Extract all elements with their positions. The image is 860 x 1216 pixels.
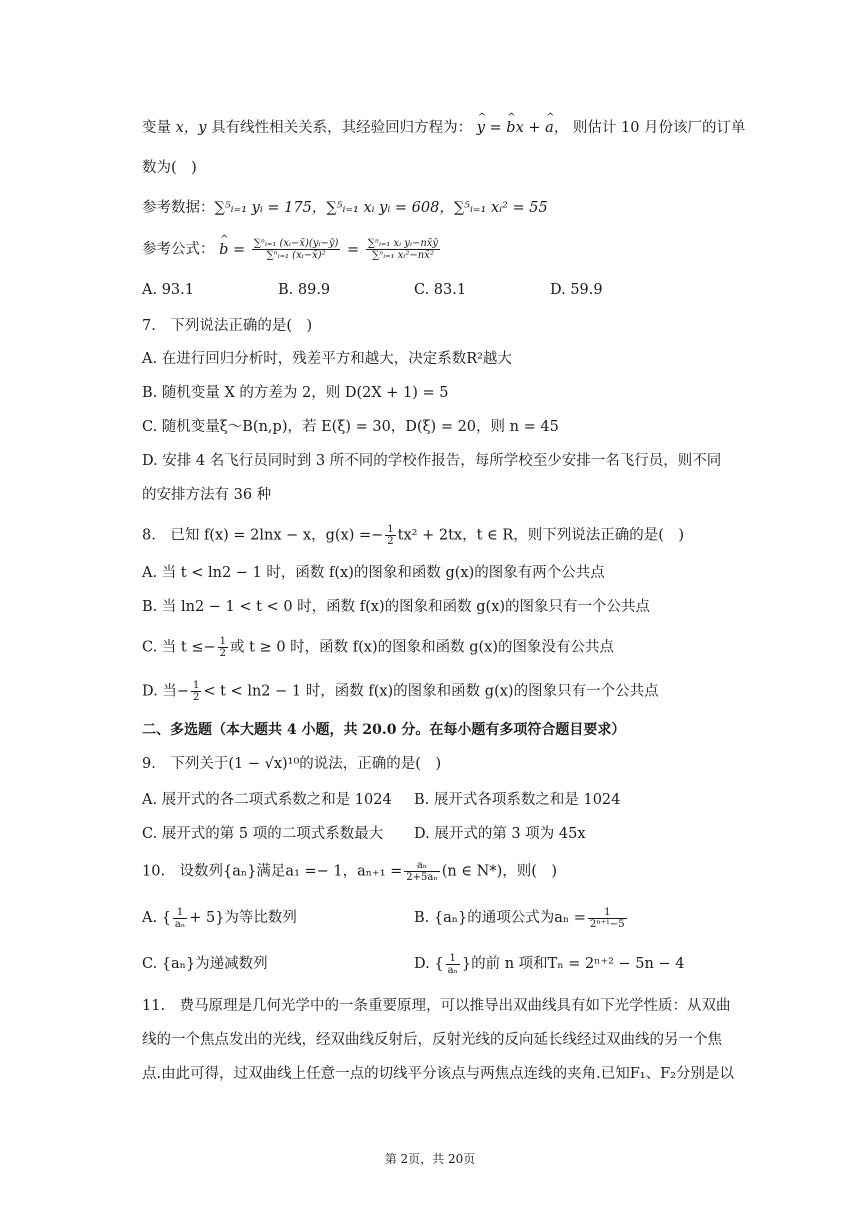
q6-option-a: A. 93.1	[142, 282, 194, 298]
formula-frac-2: $\frac{\text{∑ⁿᵢ₌₁ xᵢ yᵢ−nx̄ȳ}}{\text{∑ⁿᵢ₌₁ xᵢ²−nx̄²}}$	[367, 238, 439, 261]
q6-text-c: 则估计 10 月份该厂的订单	[572, 120, 746, 136]
q7-stem: 7. 下列说法正确的是( )	[142, 318, 313, 334]
q8-d-a: D. 当−	[142, 683, 189, 700]
q10-option-c: C. {aₙ}为递减数列	[142, 956, 268, 972]
q6-text-b: 具有线性相关关系，其经验回归方程为：	[211, 120, 473, 136]
q9-stem: 9. 下列关于(1 − √x)¹⁰的说法，正确的是( )	[142, 756, 442, 772]
q10-a-frac: $\frac{1}{\text{aₙ}}$	[174, 906, 186, 930]
q8-frac-half: $\frac{1}{2}$	[387, 524, 394, 547]
q8-d-frac: $\frac{1}{2}$	[192, 680, 200, 703]
q10-stem-b: (n ∈ N*)，则( )	[441, 863, 558, 880]
q10-option-a	[142, 906, 297, 930]
q6-vars: x，y	[175, 120, 207, 136]
q8-option-c	[142, 636, 614, 659]
q7-option-a: A. 在进行回归分析时，残差平方和越大，决定系数R²越大	[142, 351, 512, 367]
q6-option-b: B. 89.9	[278, 282, 331, 298]
q8-c-frac: $\frac{1}{2}$	[219, 636, 227, 659]
formula-frac-1: $\frac{\text{∑ⁿᵢ₌₁ (xᵢ−x̄)(yᵢ−ȳ)}}{\text{∑ⁿᵢ₌₁ (xᵢ−x̄)²}}$	[253, 238, 339, 261]
q7-option-c: C. 随机变量ξ～B(n,p)，若 E(ξ) = 30，D(ξ) = 20，则 n = 45	[142, 419, 559, 435]
q6-ref-formula-label: 参考公式：	[142, 241, 215, 258]
q8-option-d	[142, 680, 659, 703]
q11-line1: 11. 费马原理是几何光学中的一条重要原理，可以推导出双曲线具有如下光学性质：从双曲	[142, 998, 731, 1014]
q10-b-a: B. {aₙ}的通项公式为aₙ =	[414, 910, 586, 926]
q8-c-b: 或 t ≥ 0 时，函数 f(x)的图象和函数 g(x)的图象没有公共点	[230, 639, 615, 656]
q6-regression-eq: ^ y = ^ bx + ^ a，	[477, 120, 569, 136]
q11-line2: 线的一个焦点发出的光线，经双曲线反射后，反射光线的反向延长线经过双曲线的另一个焦	[142, 1032, 722, 1048]
q8-d-b: < t < ln2 − 1 时，函数 f(x)的图象和函数 g(x)的图象只有一个公共点	[203, 683, 659, 700]
q9-option-d: D. 展开式的第 3 项为 45x	[414, 826, 586, 842]
q6-ref-formula	[142, 238, 442, 261]
q10-stem-a: 10. 设数列{aₙ}满足a₁ =− 1，aₙ₊₁ =	[142, 863, 403, 880]
q6-ref-data-values: ∑⁵ᵢ₌₁ yᵢ = 175，∑⁵ᵢ₌₁ xᵢ yᵢ = 608，∑⁵ᵢ₌₁ xᵢ² = 55	[214, 200, 548, 216]
section-2-heading: 二、多选题（本大题共 4 小题，共 20.0 分。在每小题有多项符合题目要求）	[142, 722, 626, 738]
q6-line2: 数为( )	[142, 160, 197, 176]
q10-a-b: + 5}为等比数列	[189, 910, 297, 926]
q7-option-b: B. 随机变量 X 的方差为 2，则 D(2X + 1) = 5	[142, 385, 449, 401]
q8-stem	[142, 524, 684, 547]
q8-stem-b: tx² + 2tx，t ∈ R，则下列说法正确的是( )	[397, 527, 685, 544]
q6-option-d: D. 59.9	[550, 282, 603, 298]
q6-text-a: 变量	[142, 120, 171, 136]
q7-option-d-line2: 的安排方法有 36 种	[142, 487, 272, 503]
q10-a-a: A. {	[142, 910, 171, 926]
q8-c-a: C. 当 t ≤−	[142, 639, 216, 656]
q10-d-a: D. {	[414, 956, 444, 972]
q10-d-frac: $\frac{1}{\text{aₙ}}$	[447, 952, 458, 976]
q9-option-c: C. 展开式的第 5 项的二项式系数最大	[142, 826, 384, 842]
q10-stem	[142, 860, 557, 883]
q10-frac: $\frac{\text{aₙ}}{\text{2+5aₙ}}$	[406, 860, 438, 883]
q10-option-b	[414, 906, 629, 930]
q9-option-a: A. 展开式的各二项式系数之和是 1024	[142, 792, 392, 808]
q10-d-b: }的前 n 项和Tₙ = 2ⁿ⁺² − 5n − 4	[461, 956, 685, 972]
q10-b-frac: $\frac{1}{\text{2ⁿ⁺¹−5}}$	[589, 906, 625, 930]
q9-option-b: B. 展开式各项系数之和是 1024	[414, 792, 621, 808]
q10-option-d	[414, 952, 684, 976]
q8-option-a: A. 当 t < ln2 − 1 时，函数 f(x)的图象和函数 g(x)的图象有两个公共点	[142, 565, 605, 581]
q8-option-b: B. 当 ln2 − 1 < t < 0 时，函数 f(x)的图象和函数 g(x)的图象只有一个公共点	[142, 599, 651, 615]
q6-ref-data	[142, 198, 548, 218]
q6-line1	[142, 118, 746, 138]
q6-option-c: C. 83.1	[414, 282, 467, 298]
page-footer: 第 2页，共 20页	[384, 1152, 476, 1166]
q6-ref-data-label: 参考数据：	[142, 200, 215, 216]
q6-formula: ^ b = $\frac{\text{∑ⁿᵢ₌₁ (xᵢ−x̄)(yᵢ−ȳ)}}{\text{∑ⁿᵢ₌₁ (xᵢ−x̄)²}}$ = $\frac{\text{∑ⁿᵢ₌₁ xᵢ yᵢ−nx̄ȳ}}{\text{∑ⁿᵢ₌₁ xᵢ²−nx̄²}}$	[219, 242, 442, 258]
q11-line3: 点.由此可得，过双曲线上任意一点的切线平分该点与两焦点连线的夹角.已知F₁、F₂分别是以	[142, 1066, 734, 1082]
q7-option-d-line1: D. 安排 4 名飞行员同时到 3 所不同的学校作报告，每所学校至少安排一名飞行员，则不同	[142, 453, 722, 469]
q8-stem-a: 8. 已知 f(x) = 2lnx − x，g(x) =−	[142, 527, 384, 544]
